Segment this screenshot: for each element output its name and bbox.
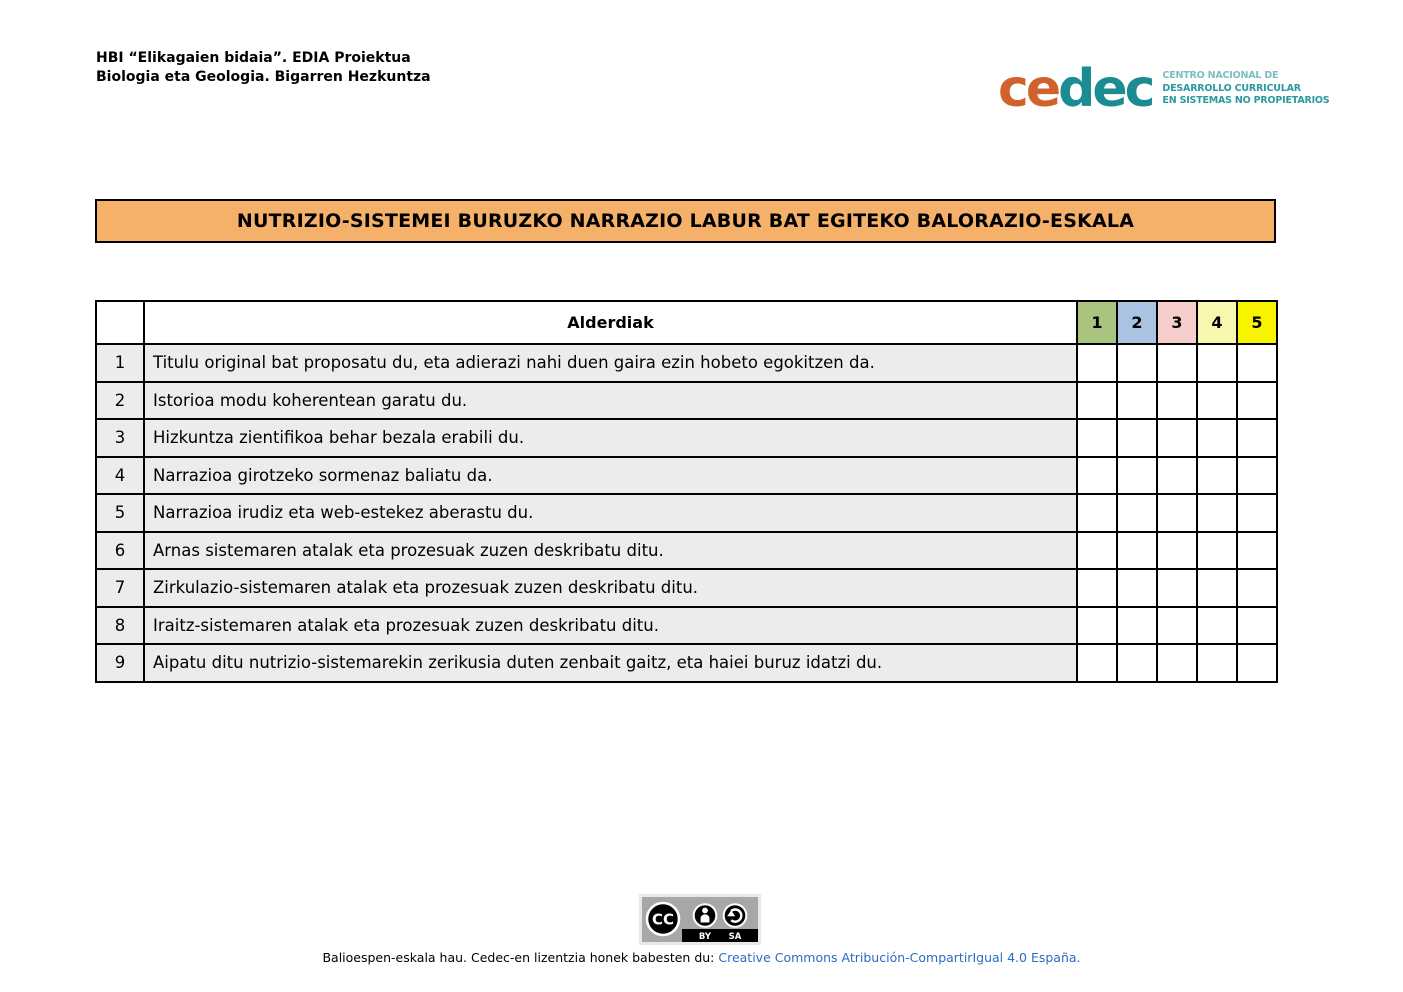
row-number: 8 bbox=[96, 607, 144, 645]
score-cell bbox=[1157, 644, 1197, 682]
cedec-tagline-line1: CENTRO NACIONAL DE bbox=[1162, 70, 1279, 82]
score-header-3: 3 bbox=[1157, 301, 1197, 344]
score-cell bbox=[1197, 569, 1237, 607]
score-cell bbox=[1197, 457, 1237, 495]
row-number: 6 bbox=[96, 532, 144, 570]
cc-sa-icon bbox=[724, 904, 747, 927]
row-description: Arnas sistemaren atalak eta prozesuak zuzen deskribatu ditu. bbox=[144, 532, 1077, 570]
aspects-header: Alderdiak bbox=[144, 301, 1077, 344]
score-cell bbox=[1197, 344, 1237, 382]
row-description: Narrazioa irudiz eta web-estekez aberastu du. bbox=[144, 494, 1077, 532]
score-cell bbox=[1237, 344, 1277, 382]
subject-line: Biologia eta Geologia. Bigarren Hezkuntza bbox=[96, 69, 431, 85]
score-cell bbox=[1237, 532, 1277, 570]
table-row bbox=[96, 607, 1277, 645]
score-header-2: 2 bbox=[1117, 301, 1157, 344]
score-cell bbox=[1077, 532, 1117, 570]
row-number: 7 bbox=[96, 569, 144, 607]
row-number: 4 bbox=[96, 457, 144, 495]
score-cell bbox=[1237, 494, 1277, 532]
cedec-logo bbox=[998, 60, 1329, 118]
score-cell bbox=[1077, 569, 1117, 607]
score-cell bbox=[1077, 419, 1117, 457]
row-description: Zirkulazio-sistemaren atalak eta prozesuak zuzen deskribatu ditu. bbox=[144, 569, 1077, 607]
row-number: 1 bbox=[96, 344, 144, 382]
doc-header bbox=[96, 49, 431, 87]
score-cell bbox=[1077, 344, 1117, 382]
table-row bbox=[96, 457, 1277, 495]
cc-by-icon bbox=[694, 904, 717, 927]
license-text: Balioespen-eskala hau. Cedec-en lizentzia honek babesten du: bbox=[322, 950, 719, 965]
score-cell bbox=[1117, 569, 1157, 607]
cedec-tagline-line3: EN SISTEMAS NO PROPIETARIOS bbox=[1162, 95, 1330, 107]
score-cell bbox=[1117, 344, 1157, 382]
corner-cell bbox=[96, 301, 144, 344]
score-header-4: 4 bbox=[1197, 301, 1237, 344]
score-cell bbox=[1237, 382, 1277, 420]
score-cell bbox=[1157, 532, 1197, 570]
cedec-tagline-line2: DESARROLLO CURRICULAR bbox=[1162, 82, 1301, 94]
rubric-table-body bbox=[96, 344, 1277, 682]
score-cell bbox=[1157, 457, 1197, 495]
score-cell bbox=[1117, 419, 1157, 457]
table-row bbox=[96, 419, 1277, 457]
table-row bbox=[96, 382, 1277, 420]
score-cell bbox=[1197, 644, 1237, 682]
score-cell bbox=[1117, 494, 1157, 532]
project-line: HBI “Elikagaien bidaia”. EDIA Proiektua bbox=[96, 50, 411, 66]
license-note bbox=[0, 950, 1403, 965]
score-cell bbox=[1077, 644, 1117, 682]
row-description: Istorioa modu koherentean garatu du. bbox=[144, 382, 1077, 420]
score-cell bbox=[1197, 607, 1237, 645]
table-row bbox=[96, 569, 1277, 607]
row-number: 9 bbox=[96, 644, 144, 682]
score-cell bbox=[1077, 494, 1117, 532]
rubric-table bbox=[95, 300, 1278, 683]
row-description: Narrazioa girotzeko sormenaz baliatu da. bbox=[144, 457, 1077, 495]
score-cell bbox=[1197, 419, 1237, 457]
score-cell bbox=[1157, 382, 1197, 420]
score-cell bbox=[1117, 382, 1157, 420]
row-number: 3 bbox=[96, 419, 144, 457]
cedec-tagline bbox=[1162, 70, 1329, 108]
score-cell bbox=[1157, 494, 1197, 532]
score-cell bbox=[1077, 607, 1117, 645]
cc-sa-label: SA bbox=[728, 932, 742, 942]
score-cell bbox=[1237, 644, 1277, 682]
score-cell bbox=[1237, 569, 1277, 607]
score-cell bbox=[1117, 644, 1157, 682]
score-header-5: 5 bbox=[1237, 301, 1277, 344]
cc-by-label: BY bbox=[698, 932, 712, 942]
score-cell bbox=[1117, 607, 1157, 645]
table-header-row bbox=[96, 301, 1277, 344]
score-cell bbox=[1077, 457, 1117, 495]
score-cell bbox=[1197, 532, 1237, 570]
score-cell bbox=[1237, 607, 1277, 645]
row-description: Titulu original bat proposatu du, eta adierazi nahi duen gaira ezin hobeto egokitzen da. bbox=[144, 344, 1077, 382]
score-cell bbox=[1157, 419, 1197, 457]
cc-badge-label-strip bbox=[682, 929, 758, 942]
row-description: Iraitz-sistemaren atalak eta prozesuak zuzen deskribatu ditu. bbox=[144, 607, 1077, 645]
cedec-wordmark-dec: dec bbox=[1058, 59, 1153, 119]
cc-logo-icon bbox=[647, 903, 679, 935]
row-number: 2 bbox=[96, 382, 144, 420]
row-description: Aipatu ditu nutrizio-sistemarekin zerikusia duten zenbait gaitz, eta haiei buruz idatzi du. bbox=[144, 644, 1077, 682]
title-banner bbox=[95, 199, 1276, 243]
table-row bbox=[96, 532, 1277, 570]
table-row bbox=[96, 344, 1277, 382]
row-number: 5 bbox=[96, 494, 144, 532]
score-header-1: 1 bbox=[1077, 301, 1117, 344]
svg-text:CC: CC bbox=[651, 910, 675, 929]
score-cell bbox=[1077, 382, 1117, 420]
row-description: Hizkuntza zientifikoa behar bezala erabili du. bbox=[144, 419, 1077, 457]
cc-by-sa-badge bbox=[642, 897, 758, 942]
table-row bbox=[96, 494, 1277, 532]
page-title: NUTRIZIO-SISTEMEI BURUZKO NARRAZIO LABUR BAT EGITEKO BALORAZIO-ESKALA bbox=[236, 210, 1135, 232]
score-cell bbox=[1117, 532, 1157, 570]
license-link[interactable]: Creative Commons Atribución-CompartirIgual 4.0 España. bbox=[718, 950, 1081, 965]
score-cell bbox=[1237, 419, 1277, 457]
score-cell bbox=[1117, 457, 1157, 495]
score-cell bbox=[1157, 569, 1197, 607]
score-cell bbox=[1157, 344, 1197, 382]
score-cell bbox=[1237, 457, 1277, 495]
score-cell bbox=[1157, 607, 1197, 645]
cedec-wordmark-ce: ce bbox=[998, 59, 1059, 119]
score-cell bbox=[1197, 494, 1237, 532]
score-cell bbox=[1197, 382, 1237, 420]
table-row bbox=[96, 644, 1277, 682]
cedec-wordmark bbox=[998, 60, 1152, 118]
